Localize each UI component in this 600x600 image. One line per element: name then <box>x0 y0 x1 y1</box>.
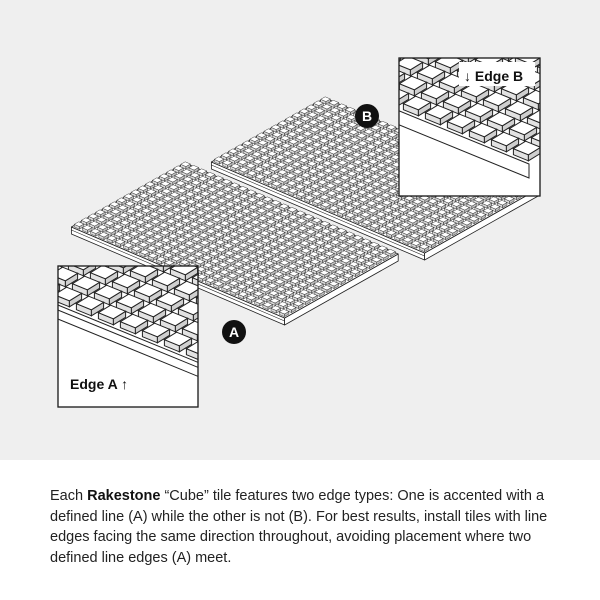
inset-cube-top <box>361 0 388 1</box>
inset-cube-top <box>32 278 59 292</box>
inset-cube-side <box>564 125 576 139</box>
inset-cube-front <box>28 266 43 278</box>
inset-cube-side <box>289 383 301 397</box>
inset-cube-front <box>391 44 406 56</box>
brand-name: Rakestone <box>87 488 161 504</box>
inset-cube-front <box>249 41 264 53</box>
inset-cube-top <box>266 337 293 351</box>
inset-cube-top <box>337 69 364 83</box>
inset-cube-front <box>270 365 285 377</box>
inset-cube-side <box>340 15 352 28</box>
inset-cube-side <box>277 323 289 337</box>
inset-cube-side <box>560 105 572 119</box>
inset-cube-side <box>348 55 360 69</box>
inset-cube-side <box>317 321 329 335</box>
inset-cube-side <box>464 29 476 43</box>
inset-cube-front <box>342 321 357 333</box>
inset-cube-side <box>318 6 330 19</box>
inset-cube-side <box>380 13 392 26</box>
inset-cube-top <box>285 11 312 25</box>
inset-cube-side <box>197 327 209 341</box>
inset-cube-front <box>230 367 245 379</box>
inset-cube-side <box>339 330 351 344</box>
inset-cube-side <box>486 38 498 52</box>
inset-cube-front <box>302 323 317 335</box>
inset-cube-front <box>262 325 277 337</box>
inset-cube-front <box>266 345 281 357</box>
inset-cube-front <box>321 0 336 9</box>
marker-a: A <box>222 320 246 344</box>
inset-cube-side <box>43 264 55 278</box>
inset-cube-top <box>302 315 329 329</box>
inset-cube-top <box>346 333 373 347</box>
inset-cube-top <box>355 58 382 72</box>
inset-cube-front <box>373 55 388 67</box>
inset-cube-front <box>196 298 211 310</box>
inset-cube-front <box>289 39 304 51</box>
inset-cube-side <box>552 65 564 79</box>
inset-cube-top <box>431 34 458 48</box>
inset-cube-front <box>567 116 582 128</box>
inset-cube-front <box>346 341 361 353</box>
inset-cube-top <box>292 366 319 380</box>
inset-cube-side <box>264 39 276 53</box>
inset-cube-top <box>271 42 298 56</box>
inset-cube-side <box>366 44 378 58</box>
inset-cube-top <box>46 247 73 261</box>
inset-cube-front <box>409 33 424 45</box>
inset-cube-front <box>285 19 300 31</box>
inset-cube-front <box>347 26 362 38</box>
inset-cube-front <box>252 376 267 388</box>
inset-cube-front <box>248 356 263 368</box>
inset-cube-front <box>315 68 330 80</box>
inset-cube-side <box>574 74 586 88</box>
inset-cube-top <box>311 40 338 54</box>
inset-cube-top <box>267 22 294 36</box>
inset-cube-front <box>244 336 259 348</box>
inset-cube-top <box>293 51 320 65</box>
inset-cube-front <box>377 75 392 87</box>
inset-cube-front <box>218 307 233 319</box>
inset-cube-side <box>376 0 388 7</box>
inset-cube-top <box>581 77 600 91</box>
inset-cube-side <box>321 341 333 355</box>
inset-cube-front <box>383 4 398 16</box>
inset-cube-side <box>556 85 568 99</box>
inset-cube-front <box>355 66 370 78</box>
inset-cube-top <box>342 313 369 327</box>
inset-cube-top <box>449 23 476 37</box>
inset-cube-front <box>226 347 241 359</box>
inset-cube-side <box>267 374 279 388</box>
inset-cube-side <box>325 361 337 375</box>
inset-cube-side <box>384 33 396 47</box>
inset-cube-front <box>284 334 299 346</box>
inset-cube-top <box>347 18 374 32</box>
inset-cube-top <box>409 25 436 39</box>
inset-cube-front <box>306 343 321 355</box>
inset-cube-side <box>446 40 458 54</box>
inset-cube-top <box>427 14 454 28</box>
inset-cube-side <box>420 11 432 24</box>
inset-cube-side <box>424 31 436 45</box>
inset-cube-top <box>413 45 440 59</box>
inset-cube-side <box>299 332 311 346</box>
inset-cube-front <box>329 37 344 49</box>
inset-cube-top <box>453 43 480 57</box>
inset-cube-side <box>398 2 410 16</box>
inset-cube-front <box>369 35 384 47</box>
inset-cube-top <box>391 36 418 50</box>
inset-cube-top <box>270 357 297 371</box>
inset-cube-top <box>306 335 333 349</box>
inset-cube-top <box>289 31 316 45</box>
inset-cube-top <box>541 79 568 93</box>
inset-cube-front <box>581 85 596 97</box>
inset-cube-side <box>304 37 316 51</box>
inset-cube-side <box>343 350 355 364</box>
inset-cube-front <box>310 363 325 375</box>
inset-cube-top <box>320 304 347 318</box>
inset-cube-side <box>285 363 297 377</box>
inset-cube-top <box>249 33 276 47</box>
inset-cube-top <box>288 346 315 360</box>
inset-cube-top <box>248 348 275 362</box>
inset-cube-top <box>471 32 498 46</box>
inset-cube-front <box>204 338 219 350</box>
inset-cube-front <box>293 59 308 71</box>
inset-cube-top <box>28 258 55 272</box>
inset-cube-top <box>324 324 351 338</box>
inset-cube-front <box>46 255 61 267</box>
inset-cube-front <box>271 50 286 62</box>
inset-cube-top <box>493 41 520 55</box>
inset-cube-front <box>545 107 560 119</box>
inset-cube-top <box>364 322 391 336</box>
inset-cube-front <box>563 96 578 108</box>
inset-cube-side <box>358 4 370 17</box>
inset-cube-top <box>351 38 378 52</box>
inset-cube-side <box>406 42 418 56</box>
edge-a-label: Edge A ↑ <box>70 376 129 392</box>
inset-cube-side <box>101 251 113 264</box>
inset-cube-side <box>344 35 356 49</box>
inset-cube-front <box>351 46 366 58</box>
inset-cube-top <box>230 359 257 373</box>
inset-cube-side <box>25 275 37 289</box>
inset-cube-front <box>303 8 318 20</box>
inset-cube-side <box>259 334 271 348</box>
inset-cube-side <box>307 372 319 386</box>
inset-cube-side <box>352 75 364 89</box>
inset-cube-side <box>330 66 342 80</box>
inset-cube-top <box>373 47 400 61</box>
inset-cube-top <box>559 68 586 82</box>
inset-cube-side <box>286 48 298 62</box>
inset-cube-top <box>369 27 396 41</box>
inset-cube-top <box>252 368 279 382</box>
inset-cube-side <box>245 365 257 379</box>
inset-cube-front <box>337 77 352 89</box>
inset-cube-side <box>303 352 315 366</box>
edge-b-label: ↓ Edge B <box>464 68 524 84</box>
inset-cube-front <box>585 105 600 117</box>
inset-cube-top <box>315 60 342 74</box>
inset-cube-top <box>10 269 37 283</box>
inset-cube-front <box>333 57 348 69</box>
inset-cube-front <box>471 40 486 52</box>
inset-cube-side <box>335 310 347 324</box>
inset-cube-side <box>300 17 312 31</box>
inset-cube-top <box>359 78 386 92</box>
inset-cube-front <box>365 15 380 27</box>
inset-cube-front <box>307 28 322 40</box>
inset-cube-front <box>449 31 464 43</box>
inset-cube-front <box>427 22 442 34</box>
inset-cube-top <box>383 0 410 10</box>
inset-cube-front <box>359 86 374 98</box>
inset-cube-front <box>364 330 379 342</box>
inset-cube-top <box>343 0 370 12</box>
inset-cube-front <box>549 127 564 139</box>
inset-cube-top <box>405 5 432 19</box>
inset-cube-top <box>244 328 271 342</box>
inset-cube-top <box>200 310 227 324</box>
inset-cube-side <box>241 345 253 359</box>
inset-cube-top <box>321 0 348 3</box>
inset-cube-top <box>274 377 301 391</box>
inset-cube-top <box>563 88 590 102</box>
inset-cube-side <box>402 22 414 36</box>
inset-cube-front <box>541 87 556 99</box>
inset-cube-side <box>61 253 73 266</box>
inset-cube-top <box>545 99 572 113</box>
inset-cube-top <box>325 9 352 23</box>
inset-cube-side <box>326 46 338 60</box>
inset-cube-top <box>310 355 337 369</box>
inset-cube-top <box>284 326 311 340</box>
inset-cube-front <box>10 277 25 289</box>
inset-cube-front <box>86 253 101 265</box>
inset-cube-front <box>328 352 343 364</box>
inset-cube-top <box>537 59 564 73</box>
inset-cube-side <box>79 242 91 256</box>
inset-cube-side <box>308 57 320 71</box>
inset-cube-front <box>200 318 215 330</box>
inset-cube-top <box>333 49 360 63</box>
inset-cube-side <box>336 0 348 9</box>
inset-cube-front <box>274 385 289 397</box>
inset-cube-front <box>325 17 340 29</box>
inset-cube-side <box>442 20 454 34</box>
inset-cube-front <box>324 332 339 344</box>
inset-cube-front <box>381 95 396 107</box>
inset-cube-top <box>328 344 355 358</box>
inset-cube-front <box>288 354 303 366</box>
inset-cube-side <box>361 339 373 353</box>
inset-cube-side <box>542 116 554 130</box>
inset-cube-top <box>208 350 235 364</box>
caption <box>50 486 560 568</box>
inset-cube-side <box>281 343 293 357</box>
inset-cube-side <box>357 319 369 333</box>
inset-cube-front <box>405 13 420 25</box>
inset-cube-side <box>201 347 213 361</box>
inset-cube-front <box>64 244 79 256</box>
inset-cube-side <box>379 328 391 342</box>
inset-cube-side <box>223 356 235 370</box>
inset-cube-front <box>32 286 47 298</box>
inset-cube-side <box>582 114 594 128</box>
inset-cube-front <box>559 76 574 88</box>
inset-cube-side <box>362 24 374 38</box>
inset-cube-front <box>292 374 307 386</box>
inset-cube-front <box>208 358 223 370</box>
inset-cube-side <box>322 26 334 40</box>
inset-cube-top <box>585 97 600 111</box>
inset-cube-front <box>267 30 282 42</box>
inset-cube-front <box>387 24 402 36</box>
inset-cube-top <box>303 0 330 14</box>
inset-cube-front <box>361 0 376 7</box>
inset-cube-side <box>596 83 600 97</box>
inset-cube-top <box>329 29 356 43</box>
inset-cube-front <box>431 42 446 54</box>
inset-cube-side <box>374 84 386 98</box>
inset-cube-side <box>282 28 294 42</box>
inset-cube-top <box>307 20 334 34</box>
inset-cube-top <box>365 7 392 21</box>
marker-b: B <box>355 104 379 128</box>
caption-part-1: Each <box>50 488 88 504</box>
inset-cube-front <box>343 6 358 18</box>
inset-cube-front <box>320 312 335 324</box>
caption-part-2: “Cube” tile features two edge types: One is accented with a defined line (A) while the other is not (B). For best results, install tiles with line edges facing the same direction throughout, avoiding placement where two defined line edges (A) meet. <box>50 488 548 566</box>
inset-cube-top <box>387 16 414 30</box>
inset-cube-front <box>311 48 326 60</box>
inset-cube-side <box>546 136 558 150</box>
inset-cube-side <box>263 354 275 368</box>
inset-cube-top <box>567 108 594 122</box>
inset-cube-side <box>578 94 590 108</box>
inset-cube-side <box>370 64 382 78</box>
inset-cube-top <box>549 119 576 133</box>
